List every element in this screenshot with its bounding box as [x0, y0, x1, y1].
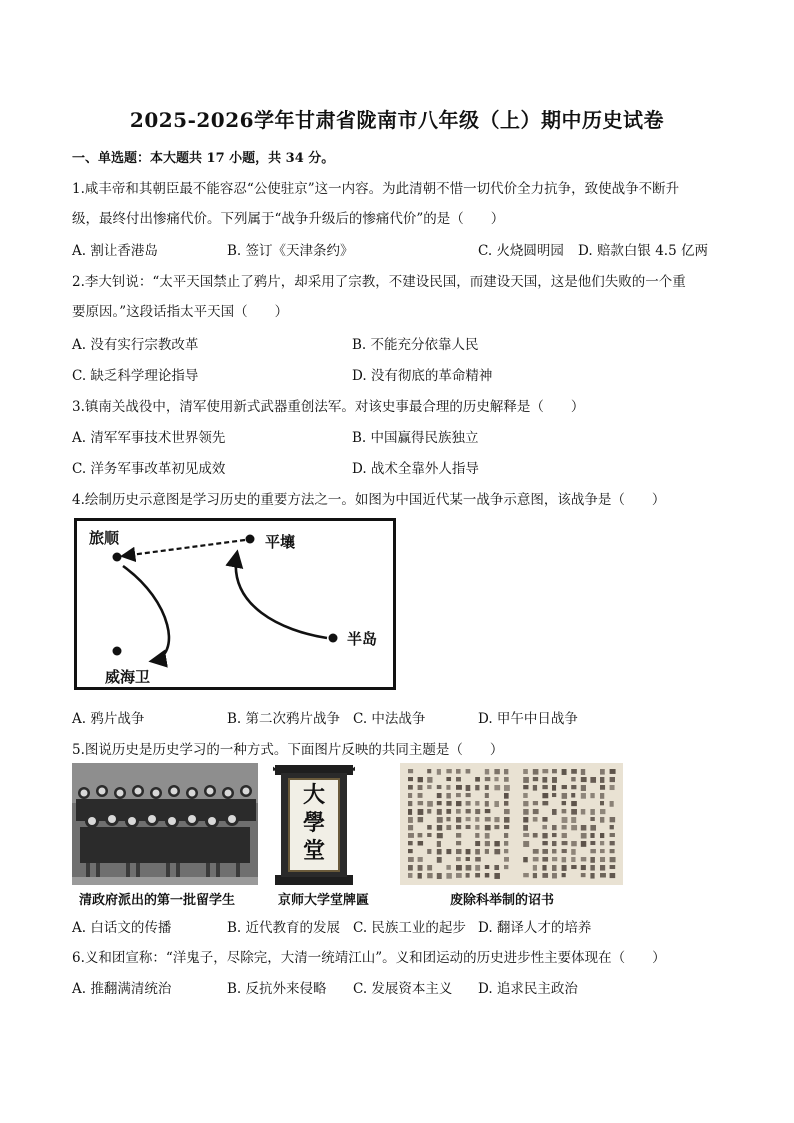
- q5-option-d[interactable]: D. 翻译人才的培养: [478, 920, 592, 936]
- q6-option-c[interactable]: C. 发展资本主义: [353, 981, 453, 997]
- point-weihaiwei: [113, 647, 122, 656]
- q4-option-a[interactable]: A. 鸦片战争: [72, 711, 145, 727]
- page-title: 2025-2026学年甘肃省陇南市八年级（上）期中历史试卷: [129, 108, 665, 132]
- q4-option-d[interactable]: D. 甲午中日战争: [478, 711, 578, 727]
- plaque-image: [273, 763, 355, 887]
- q5-stem-line1: 5.图说历史是历史学习的一种方式。下面图片反映的共同主题是（ ）: [72, 742, 504, 758]
- q6-option-a[interactable]: A. 推翻满清统治: [72, 981, 172, 997]
- label-pingrang: 平壤: [265, 533, 296, 551]
- caption-edict: 废除科举制的诏书: [450, 893, 555, 908]
- q1-option-c[interactable]: C. 火烧圆明园: [478, 243, 564, 259]
- section-heading: 一、单选题：本大题共 17 小题，共 34 分。: [72, 151, 335, 166]
- caption-students: 清政府派出的第一批留学生: [79, 893, 236, 908]
- q1-stem-line2: 级，最终付出惨痛代价。下列属于“战争升级后的惨痛代价”的是（ ）: [72, 211, 505, 227]
- war-map: [74, 518, 396, 690]
- q2-stem-line1: 2.李大钊说：“太平天国禁止了鸦片，却采用了宗教，不建设民国，而建设天国，这是他们失败的一个重: [72, 274, 686, 290]
- q3-stem-line1: 3.镇南关战役中，清军使用新式武器重创法军。对该史事最合理的历史解释是（ ）: [72, 399, 585, 415]
- q5-option-a[interactable]: A. 白话文的传播: [72, 920, 172, 936]
- plaque-char-2: 學: [302, 810, 325, 836]
- q2-option-c[interactable]: C. 缺乏科学理论指导: [72, 368, 199, 384]
- point-bandao: [329, 634, 338, 643]
- q1-option-d[interactable]: D. 赔款白银 4.5 亿两: [578, 243, 708, 259]
- q3-option-b[interactable]: B. 中国赢得民族独立: [352, 430, 479, 446]
- q2-option-b[interactable]: B. 不能充分依靠人民: [352, 337, 479, 353]
- label-bandao: 半岛: [347, 630, 378, 648]
- q3-option-c[interactable]: C. 洋务军事改革初见成效: [72, 461, 226, 477]
- point-lushun: [113, 553, 122, 562]
- q4-option-b[interactable]: B. 第二次鸦片战争: [227, 711, 341, 727]
- q2-stem-line2: 要原因。”这段话指太平天国（ ）: [72, 304, 289, 320]
- route-lushun-weihaiwei: [123, 566, 169, 661]
- edict-image: [400, 763, 623, 885]
- label-weihaiwei: 威海卫: [105, 668, 151, 686]
- q5-option-c[interactable]: C. 民族工业的起步: [353, 920, 466, 936]
- q6-option-d[interactable]: D. 追求民主政治: [478, 981, 578, 997]
- q1-option-b[interactable]: B. 签订《天津条约》: [227, 243, 354, 259]
- plaque-char-1: 大: [302, 782, 325, 808]
- label-lushun: 旅顺: [89, 529, 120, 547]
- map-routes: [77, 521, 393, 687]
- q6-option-b[interactable]: B. 反抗外来侵略: [227, 981, 327, 997]
- q1-stem-line1: 1.咸丰帝和其朝臣最不能容忍“公使驻京”这一内容。为此清朝不惜一切代价全力抗争，致使战争不断升: [72, 181, 680, 197]
- route-bandao-pingrang: [236, 553, 327, 638]
- q4-stem-line1: 4.绘制历史示意图是学习历史的重要方法之一。如图为中国近代某一战争示意图，该战争是（ ）: [72, 492, 666, 508]
- students-photo: [72, 763, 258, 885]
- caption-plaque: 京师大学堂牌匾: [278, 893, 370, 908]
- q2-option-a[interactable]: A. 没有实行宗教改革: [72, 337, 199, 353]
- q4-option-c[interactable]: C. 中法战争: [353, 711, 426, 727]
- point-pingrang: [246, 535, 255, 544]
- q6-stem-line1: 6.义和团宣称：“洋鬼子，尽除完，大清一统靖江山”。义和团运动的历史进步性主要体现在（ ）: [72, 950, 666, 966]
- q5-option-b[interactable]: B. 近代教育的发展: [227, 920, 341, 936]
- q3-option-d[interactable]: D. 战术全靠外人指导: [352, 461, 479, 477]
- q2-option-d[interactable]: D. 没有彻底的革命精神: [352, 368, 493, 384]
- q1-option-a[interactable]: A. 割让香港岛: [72, 243, 158, 259]
- dashed-route-arrow: [123, 540, 245, 556]
- q3-option-a[interactable]: A. 清军军事技术世界领先: [72, 430, 226, 446]
- plaque-char-3: 堂: [302, 838, 325, 864]
